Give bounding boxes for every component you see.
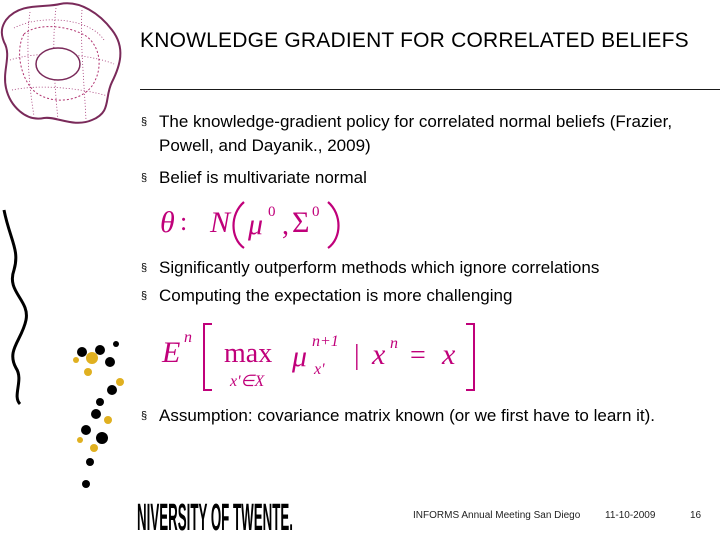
formula-mu: μ	[248, 208, 264, 241]
formula-mu-sup: n+1	[312, 333, 339, 350]
formula-comma: ,	[282, 210, 289, 241]
bullet-item	[141, 284, 699, 308]
formula-theta: θ	[160, 206, 175, 239]
bullet-item	[141, 404, 699, 428]
bullet-text: Significantly outperform methods which ignore correlations	[159, 258, 600, 277]
university-logo-text: NIVERSITY OF TWENTE.	[137, 497, 293, 536]
university-logo	[137, 496, 297, 536]
bullet-marker: §	[141, 172, 148, 184]
formula-max: max	[224, 338, 273, 369]
bullet-marker: §	[141, 290, 148, 302]
wireframe-blob-icon	[2, 3, 121, 122]
formula-n: N	[210, 206, 231, 239]
formula-e-sup: n	[184, 329, 192, 346]
bullet-text: The knowledge-gradient policy for correlated normal beliefs (Frazier, Powell, and Dayanik., 2009)	[159, 112, 673, 155]
formula-sigma-sup: 0	[312, 204, 320, 220]
footer-date: 11-10-2009	[605, 510, 656, 521]
belief-formula	[158, 196, 368, 250]
bullet-text: Belief is multivariate normal	[159, 168, 367, 187]
bullet-text: Assumption: covariance matrix known (or we first have to learn it).	[159, 406, 656, 425]
squiggle-line-icon	[4, 210, 26, 404]
formula-max-sub: x'∈X	[230, 373, 265, 390]
scatter-dots-icon	[73, 341, 124, 488]
right-paren-icon	[328, 202, 339, 248]
bullet-marker: §	[141, 410, 148, 422]
bullet-marker: §	[141, 262, 148, 274]
formula-colon: :	[180, 207, 188, 236]
right-bracket-icon	[466, 324, 474, 390]
formula-eq: =	[410, 340, 426, 371]
bullet-item	[141, 256, 699, 280]
formula-x: x	[372, 338, 386, 371]
bullet-text: Computing the expectation is more challenging	[159, 286, 513, 305]
formula-sigma: Σ	[292, 206, 310, 239]
formula-x-sup: n	[390, 335, 398, 352]
left-bracket-icon	[204, 324, 212, 390]
decorative-left-graphics	[0, 0, 130, 540]
formula-mu: μ	[292, 340, 308, 373]
footer-conference: INFORMS Annual Meeting San Diego	[413, 510, 581, 521]
formula-bar: |	[354, 340, 360, 371]
expectation-formula	[160, 320, 490, 394]
formula-mu-sup: 0	[268, 204, 276, 220]
slide-title: KNOWLEDGE GRADIENT FOR CORRELATED BELIEFS	[140, 29, 689, 52]
bullet-item	[141, 166, 699, 190]
left-paren-icon	[234, 202, 245, 248]
formula-mu-sub: x'	[314, 361, 325, 378]
title-divider	[140, 89, 720, 90]
formula-e: E	[162, 336, 181, 369]
bullet-item	[141, 110, 699, 158]
bullet-marker: §	[141, 116, 148, 128]
formula-x2: x	[442, 338, 456, 371]
page-number: 16	[690, 510, 702, 521]
